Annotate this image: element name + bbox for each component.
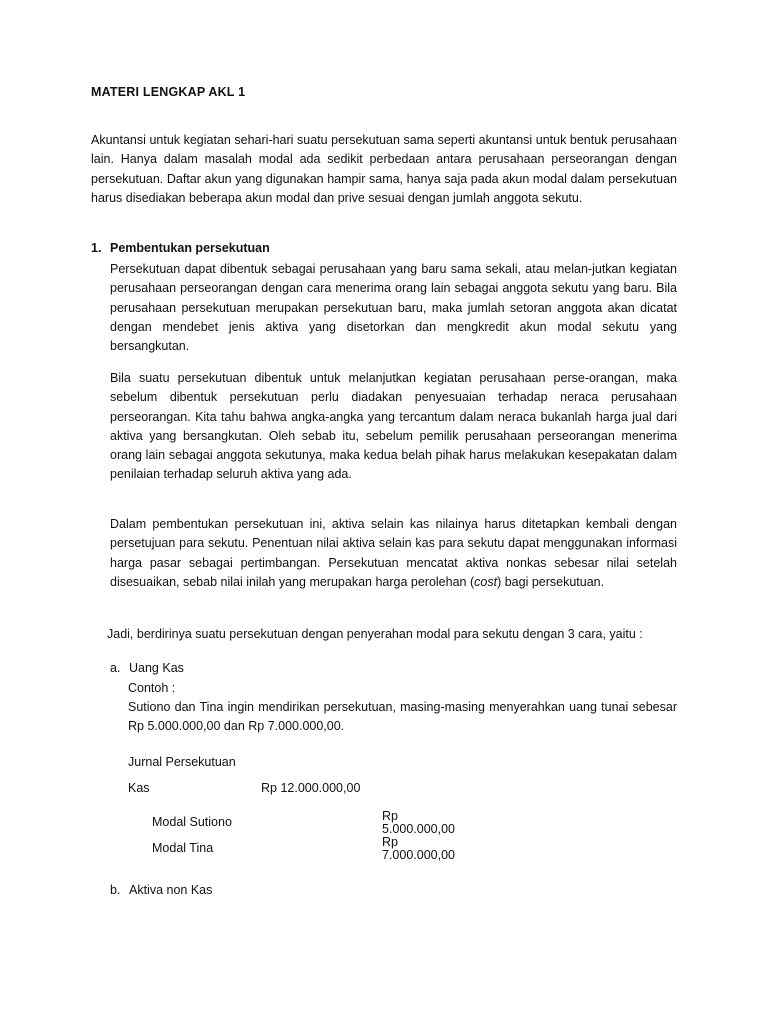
section-paragraph-1: Persekutuan dapat dibentuk sebagai perusahaan yang baru sama sekali, atau melan-jutkan kegiatan perusahaan perseorangan dengan cara menerima orang lain sebagai anggota sekutu yang baru. Bila perusahaan persekutuan merupakan persekutuan baru, maka jumlah setoran anggota akan dicatat dengan mendebet jenis aktiva yang disetorkan dan mengkredit akun modal sekutu yang bersangkutan.	[110, 262, 677, 354]
journal-modal-tina-amount	[382, 836, 455, 862]
journal-modal-tina-currency: Rp	[382, 835, 398, 849]
section-paragraph-3	[110, 515, 677, 592]
journal-modal-sutiono-currency: Rp	[382, 809, 398, 823]
list-item-b-text: Aktiva non Kas	[129, 883, 213, 897]
section-heading-text: Pembentukan persekutuan	[110, 241, 270, 255]
document-title: MATERI LENGKAP AKL 1	[91, 85, 246, 99]
journal-modal-sutiono-value: 5.000.000,00	[382, 822, 455, 836]
intro-paragraph: Akuntansi untuk kegiatan sehari-hari suatu persekutuan sama seperti akuntansi untuk bentuk perusahaan lain. Hanya dalam masalah modal ada sedikit perbedaan antara perusahaan perseorangan dengan persekutuan. Daftar akun yang digunakan hampir sama, hanya saja pada akun modal dalam persekutuan harus disediakan beberapa akun modal dan prive sesuai dengan jumlah anggota sekutu.	[91, 133, 677, 205]
list-item-a-text: Uang Kas	[129, 661, 184, 675]
journal-modal-tina-account: Modal Tina	[152, 841, 214, 855]
list-item-b	[110, 883, 212, 897]
section-heading	[91, 241, 270, 255]
journal-modal-sutiono-amount	[382, 810, 455, 836]
journal-modal-sutiono-account: Modal Sutiono	[152, 815, 232, 829]
example-label: Contoh :	[128, 681, 176, 695]
example-paragraph: Sutiono dan Tina ingin mendirikan persekutuan, masing-masing menyerahkan uang tunai sebesar Rp 5.000.000,00 dan Rp 7.000.000,00.	[128, 700, 677, 734]
paragraph-3-italic-term: cost	[474, 574, 498, 589]
journal-title: Jurnal Persekutuan	[128, 755, 236, 769]
section-number: 1.	[91, 241, 102, 255]
section-paragraph-2: Bila suatu persekutuan dibentuk untuk melanjutkan kegiatan perusahaan perse-orangan, maka sebelum dibentuk persekutuan perlu diadakan penyesuaian terhadap neraca perusahaan perseorangan. Kita tahu bahwa angka-angka yang tercantum dalam neraca bukanlah harga jual dari aktiva yang bersangkutan. Oleh sebab itu, sebelum pemilik perusahaan perseorangan menerima orang lain sebagai anggota sekutunya, maka kedua belah pihak harus melakukan kesepakatan dalam penilaian terhadap seluruh aktiva yang ada.	[110, 371, 677, 482]
journal-modal-tina-value: 7.000.000,00	[382, 848, 455, 862]
journal-kas-account: Kas	[128, 781, 150, 795]
section-paragraph-4: Jadi, berdirinya suatu persekutuan dengan penyerahan modal para sekutu dengan 3 cara, yaitu :	[107, 627, 643, 641]
paragraph-3-text-start: Dalam pembentukan persekutuan ini, aktiva selain kas nilainya harus ditetapkan kembali dengan persetujuan para sekutu. Penentuan nilai aktiva selain kas para sekutu dapat menggunakan informasi harga pasar sebagai pertimbangan. Persekutuan mencatat aktiva nonkas sebesar nilai setelah disesuaikan, sebab nilai inilah yang merupakan harga perolehan (	[110, 517, 677, 589]
list-item-a	[110, 661, 184, 675]
list-item-a-label: a.	[110, 661, 121, 675]
list-item-b-label: b.	[110, 883, 121, 897]
journal-kas-amount: Rp 12.000.000,00	[261, 781, 361, 795]
paragraph-3-text-end: ) bagi persekutuan.	[497, 574, 605, 589]
